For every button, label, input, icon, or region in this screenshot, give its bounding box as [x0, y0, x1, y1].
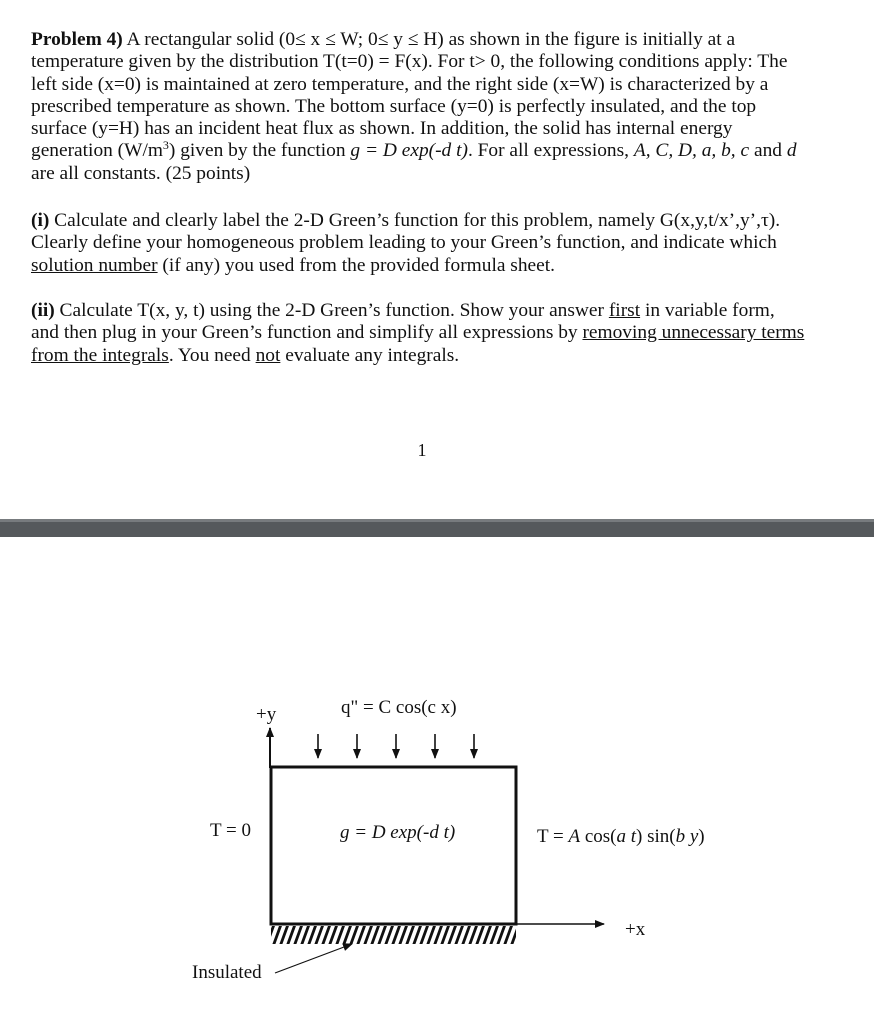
left-bc-label: T = 0	[210, 820, 251, 841]
problem-line-3: left side (x=0) is maintained at zero temperature, and the right side (x=W) is characterized by a	[31, 73, 769, 95]
page-number: 1	[417, 440, 427, 460]
problem-line-2: temperature given by the distribution T(t=0) = F(x). For t> 0, the following conditions apply: The	[31, 51, 788, 73]
problem-statement	[31, 29, 831, 185]
problem-line-5: surface (y=H) has an incident heat flux as shown. In addition, the solid has internal energy	[31, 118, 733, 140]
problem-line-7: are all constants. (25 points)	[31, 162, 251, 184]
problem-line-6: generation $(W/m^3)$ given by the function g = D exp(-d t). For all expressions, A, C, D, a, b, c and d	[31, 138, 797, 162]
problem-line-4: prescribed temperature as shown. The bottom surface (y=0) is perfectly insulated, and the top	[31, 95, 757, 117]
part-i-heading: (i)	[31, 210, 50, 231]
x-axis-label: +x	[625, 919, 646, 940]
insulation-hatching	[271, 926, 516, 944]
generation-function: g = D exp(-d t)	[350, 140, 468, 162]
insulated-label: Insulated	[192, 962, 262, 983]
problem-heading: Problem 4)	[31, 29, 123, 50]
problem-line-1: Problem 4) A rectangular solid (0≤ x ≤ W; 0≤ y ≤ H) as shown in the figure is initially at a	[31, 29, 736, 50]
generation-label: g = D exp(-d t)	[340, 822, 456, 843]
flux-label: q" = C cos(c x)	[341, 697, 457, 718]
solid-rectangle	[271, 767, 516, 924]
flux-arrows	[318, 734, 474, 758]
figure-diagram	[0, 537, 874, 1024]
insulated-leader-arrow	[275, 944, 352, 973]
right-bc-label: T = A cos(a t) sin(b y)	[537, 826, 705, 847]
part-ii-heading: (ii)	[31, 300, 55, 321]
y-axis-label: +y	[256, 704, 277, 725]
page-separator	[0, 519, 874, 537]
part-i: (i) Calculate and clearly label the 2-D Green’s function for this problem, namely G(x,y,t/x’,y’,τ). Clearly define your homogeneous problem leading to your Green’s function, and indicate which solution number (if any) you used from the provided formula sheet.	[31, 210, 781, 276]
part-ii: (ii) Calculate T(x, y, t) using the 2-D Green’s function. Show your answer first in variable form, and then plug in your Green’s function and simplify all expressions by removing unnecessary terms from the integrals. You need not evaluate any integrals.	[31, 300, 805, 366]
